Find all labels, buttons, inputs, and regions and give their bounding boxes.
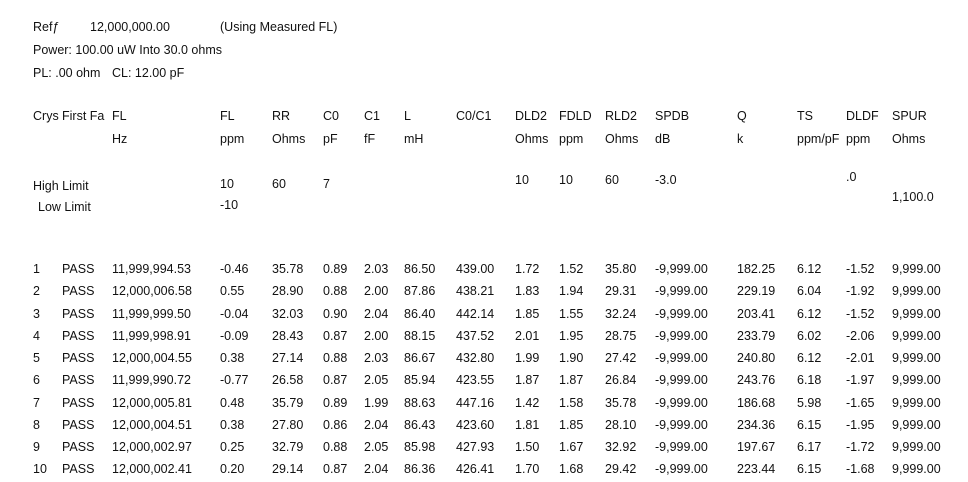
col-c0: C0 [323, 109, 339, 123]
cell-ppm: 0.38 [220, 351, 245, 365]
cell-l: 86.43 [404, 418, 436, 432]
high-limit-dldf: .0 [846, 170, 857, 184]
cell-c0: 0.87 [323, 373, 348, 387]
unit-fdld: ppm [559, 132, 584, 146]
cell-spdb: -9,999.00 [655, 440, 708, 454]
cell-dld2: 1.87 [515, 373, 540, 387]
cell-q: 186.68 [737, 396, 776, 410]
cell-spdb: -9,999.00 [655, 262, 708, 276]
high-limit-label: High Limit [33, 179, 89, 193]
cell-ratio: 442.14 [456, 307, 495, 321]
cell-c1: 2.03 [364, 262, 389, 276]
cell-spur: 9,999.00 [892, 396, 941, 410]
cell-rld2: 28.10 [605, 418, 637, 432]
cell-ts: 6.12 [797, 262, 822, 276]
cell-c0: 0.87 [323, 462, 348, 476]
cell-ts: 6.15 [797, 418, 822, 432]
high-limit-dld2: 10 [515, 173, 529, 187]
high-limit-c0: 7 [323, 177, 330, 191]
col-l: L [404, 109, 411, 123]
col-dldf: DLDF [846, 109, 879, 123]
cell-q: 182.25 [737, 262, 776, 276]
cell-spur: 9,999.00 [892, 418, 941, 432]
cell-spdb: -9,999.00 [655, 373, 708, 387]
cell-rr: 28.43 [272, 329, 304, 343]
cell-dld2: 1.81 [515, 418, 540, 432]
cell-rr: 27.14 [272, 351, 304, 365]
col-first-fail: First Fa [62, 109, 105, 123]
cell-spdb: -9,999.00 [655, 462, 708, 476]
cell-c0: 0.88 [323, 284, 348, 298]
cell-q: 240.80 [737, 351, 776, 365]
cell-ppm: -0.46 [220, 262, 249, 276]
cell-spur: 9,999.00 [892, 351, 941, 365]
low-limit-spur: 1,100.0 [892, 190, 934, 204]
cell-ratio: 447.16 [456, 396, 495, 410]
cell-status: PASS [62, 329, 95, 343]
cell-ratio: 426.41 [456, 462, 495, 476]
cell-c1: 2.05 [364, 373, 389, 387]
cell-status: PASS [62, 284, 95, 298]
col-spdb: SPDB [655, 109, 690, 123]
cell-c0: 0.86 [323, 418, 348, 432]
cell-l: 85.94 [404, 373, 436, 387]
cell-dldf: -2.06 [846, 329, 875, 343]
cell-ts: 6.12 [797, 351, 822, 365]
cell-spur: 9,999.00 [892, 329, 941, 343]
cell-dldf: -1.92 [846, 284, 875, 298]
cell-spur: 9,999.00 [892, 462, 941, 476]
unit-fl-ppm: ppm [220, 132, 245, 146]
cell-dld2: 1.70 [515, 462, 540, 476]
cell-rld2: 32.92 [605, 440, 637, 454]
cell-c0: 0.90 [323, 307, 348, 321]
cell-rr: 35.78 [272, 262, 304, 276]
cell-ppm: -0.77 [220, 373, 249, 387]
cell-dld2: 1.72 [515, 262, 540, 276]
cell-ppm: 0.38 [220, 418, 245, 432]
cell-rr: 28.90 [272, 284, 304, 298]
cell-q: 203.41 [737, 307, 776, 321]
cell-fdld: 1.55 [559, 307, 584, 321]
cell-ts: 6.17 [797, 440, 822, 454]
col-q: Q [737, 109, 747, 123]
cell-q: 197.67 [737, 440, 776, 454]
cell-l: 88.15 [404, 329, 436, 343]
cell-dldf: -1.52 [846, 307, 875, 321]
cell-dld2: 1.99 [515, 351, 540, 365]
cell-dldf: -2.01 [846, 351, 875, 365]
cell-q: 234.36 [737, 418, 776, 432]
cell-l: 88.63 [404, 396, 436, 410]
cell-l: 86.50 [404, 262, 436, 276]
cell-l: 85.98 [404, 440, 436, 454]
cell-spur: 9,999.00 [892, 284, 941, 298]
cell-fdld: 1.67 [559, 440, 584, 454]
col-c0c1: C0/C1 [456, 109, 492, 123]
cell-c1: 2.04 [364, 307, 389, 321]
unit-fl: Hz [112, 132, 128, 146]
col-rr: RR [272, 109, 291, 123]
unit-l: mH [404, 132, 424, 146]
cell-spdb: -9,999.00 [655, 396, 708, 410]
cell-dldf: -1.68 [846, 462, 875, 476]
cell-c1: 2.04 [364, 462, 389, 476]
cell-c0: 0.89 [323, 396, 348, 410]
cell-spdb: -9,999.00 [655, 351, 708, 365]
cl-label: CL: 12.00 pF [112, 66, 185, 80]
cell-fdld: 1.85 [559, 418, 584, 432]
cell-n: 10 [33, 462, 47, 476]
cell-q: 233.79 [737, 329, 776, 343]
cell-status: PASS [62, 307, 95, 321]
cell-c0: 0.88 [323, 351, 348, 365]
high-limit-spdb: -3.0 [655, 173, 677, 187]
unit-rld2: Ohms [605, 132, 639, 146]
col-rld2: RLD2 [605, 109, 637, 123]
cell-dldf: -1.95 [846, 418, 875, 432]
cell-fdld: 1.68 [559, 462, 584, 476]
cell-fdld: 1.95 [559, 329, 584, 343]
cell-rld2: 35.78 [605, 396, 637, 410]
cell-c0: 0.89 [323, 262, 348, 276]
cell-l: 86.67 [404, 351, 436, 365]
cell-ppm: 0.55 [220, 284, 245, 298]
cell-spur: 9,999.00 [892, 307, 941, 321]
cell-dldf: -1.72 [846, 440, 875, 454]
cell-c1: 2.05 [364, 440, 389, 454]
cell-spdb: -9,999.00 [655, 418, 708, 432]
cell-status: PASS [62, 373, 95, 387]
high-limit-rr: 60 [272, 177, 286, 191]
cell-n: 5 [33, 351, 40, 365]
cell-fdld: 1.90 [559, 351, 584, 365]
col-fl-ppm: FL [220, 109, 235, 123]
cell-fl: 11,999,994.53 [112, 262, 192, 276]
cell-ts: 6.02 [797, 329, 822, 343]
unit-dld2: Ohms [515, 132, 549, 146]
cell-spur: 9,999.00 [892, 262, 941, 276]
cell-dldf: -1.65 [846, 396, 875, 410]
cell-status: PASS [62, 418, 95, 432]
cell-ratio: 427.93 [456, 440, 495, 454]
cell-fdld: 1.52 [559, 262, 584, 276]
cell-ppm: 0.25 [220, 440, 245, 454]
cell-fl: 12,000,004.55 [112, 351, 192, 365]
col-ts: TS [797, 109, 813, 123]
cell-rld2: 26.84 [605, 373, 637, 387]
cell-c1: 1.99 [364, 396, 389, 410]
cell-ppm: -0.09 [220, 329, 249, 343]
cell-rld2: 29.31 [605, 284, 637, 298]
cell-ratio: 423.60 [456, 418, 495, 432]
cell-ts: 6.04 [797, 284, 822, 298]
cell-n: 1 [33, 262, 40, 276]
pl-label: PL: .00 ohm [33, 66, 101, 80]
cell-n: 7 [33, 396, 40, 410]
cell-rld2: 27.42 [605, 351, 637, 365]
cell-status: PASS [62, 396, 95, 410]
cell-c1: 2.03 [364, 351, 389, 365]
col-fl: FL [112, 109, 127, 123]
cell-fl: 12,000,002.41 [112, 462, 192, 476]
cell-spur: 9,999.00 [892, 373, 941, 387]
cell-n: 4 [33, 329, 40, 343]
cell-ts: 6.12 [797, 307, 822, 321]
cell-ppm: -0.04 [220, 307, 249, 321]
cell-rr: 27.80 [272, 418, 304, 432]
unit-dldf: ppm [846, 132, 871, 146]
cell-n: 9 [33, 440, 40, 454]
col-fdld: FDLD [559, 109, 592, 123]
cell-spdb: -9,999.00 [655, 329, 708, 343]
cell-rld2: 32.24 [605, 307, 637, 321]
cell-status: PASS [62, 262, 95, 276]
ref-label: Refƒ [33, 20, 60, 34]
cell-q: 243.76 [737, 373, 776, 387]
cell-rr: 32.79 [272, 440, 304, 454]
cell-rr: 26.58 [272, 373, 304, 387]
unit-q: k [737, 132, 744, 146]
unit-c1: fF [364, 132, 376, 146]
col-c1: C1 [364, 109, 380, 123]
cell-rr: 32.03 [272, 307, 304, 321]
cell-status: PASS [62, 440, 95, 454]
cell-q: 223.44 [737, 462, 776, 476]
cell-rr: 29.14 [272, 462, 304, 476]
cell-fl: 12,000,002.97 [112, 440, 192, 454]
cell-ratio: 437.52 [456, 329, 495, 343]
cell-ratio: 423.55 [456, 373, 495, 387]
cell-fl: 12,000,004.51 [112, 418, 192, 432]
cell-c1: 2.00 [364, 284, 389, 298]
cell-spur: 9,999.00 [892, 440, 941, 454]
cell-dld2: 2.01 [515, 329, 540, 343]
low-limit-fl-ppm: -10 [220, 198, 239, 212]
ref-value: 12,000,000.00 [90, 20, 170, 34]
cell-ppm: 0.20 [220, 462, 245, 476]
cell-q: 229.19 [737, 284, 776, 298]
high-limit-fl-ppm: 10 [220, 177, 234, 191]
cell-ratio: 439.00 [456, 262, 495, 276]
cell-fl: 12,000,006.58 [112, 284, 192, 298]
cell-ts: 5.98 [797, 396, 822, 410]
cell-dld2: 1.50 [515, 440, 540, 454]
cell-status: PASS [62, 462, 95, 476]
low-limit-label: Low Limit [38, 200, 91, 214]
cell-ts: 6.18 [797, 373, 822, 387]
cell-rld2: 29.42 [605, 462, 637, 476]
cell-n: 3 [33, 307, 40, 321]
cell-dld2: 1.42 [515, 396, 540, 410]
unit-c0: pF [323, 132, 338, 146]
col-spur: SPUR [892, 109, 927, 123]
cell-spdb: -9,999.00 [655, 307, 708, 321]
cell-fdld: 1.87 [559, 373, 584, 387]
unit-rr: Ohms [272, 132, 306, 146]
cell-c0: 0.88 [323, 440, 348, 454]
cell-n: 8 [33, 418, 40, 432]
cell-spdb: -9,999.00 [655, 284, 708, 298]
cell-c0: 0.87 [323, 329, 348, 343]
col-dld2: DLD2 [515, 109, 547, 123]
cell-rld2: 35.80 [605, 262, 637, 276]
cell-ppm: 0.48 [220, 396, 245, 410]
cell-l: 87.86 [404, 284, 436, 298]
cell-l: 86.40 [404, 307, 436, 321]
cell-ratio: 432.80 [456, 351, 495, 365]
cell-n: 6 [33, 373, 40, 387]
cell-fl: 11,999,999.50 [112, 307, 192, 321]
cell-fl: 12,000,005.81 [112, 396, 192, 410]
cell-c1: 2.00 [364, 329, 389, 343]
cell-fdld: 1.94 [559, 284, 584, 298]
cell-rld2: 28.75 [605, 329, 637, 343]
cell-fl: 11,999,990.72 [112, 373, 192, 387]
cell-ratio: 438.21 [456, 284, 495, 298]
cell-fdld: 1.58 [559, 396, 584, 410]
cell-dldf: -1.52 [846, 262, 875, 276]
cell-rr: 35.79 [272, 396, 304, 410]
cell-dldf: -1.97 [846, 373, 875, 387]
cell-dld2: 1.85 [515, 307, 540, 321]
cell-c1: 2.04 [364, 418, 389, 432]
cell-ts: 6.15 [797, 462, 822, 476]
col-crys: Crys [33, 109, 59, 123]
cell-l: 86.36 [404, 462, 436, 476]
unit-spdb: dB [655, 132, 671, 146]
high-limit-fdld: 10 [559, 173, 573, 187]
power-line: Power: 100.00 uW Into 30.0 ohms [33, 43, 222, 57]
cell-dld2: 1.83 [515, 284, 540, 298]
cell-status: PASS [62, 351, 95, 365]
ref-note: (Using Measured FL) [220, 20, 338, 34]
cell-n: 2 [33, 284, 40, 298]
unit-ts: ppm/pF [797, 132, 840, 146]
unit-spur: Ohms [892, 132, 926, 146]
high-limit-rld2: 60 [605, 173, 619, 187]
cell-fl: 11,999,998.91 [112, 329, 192, 343]
